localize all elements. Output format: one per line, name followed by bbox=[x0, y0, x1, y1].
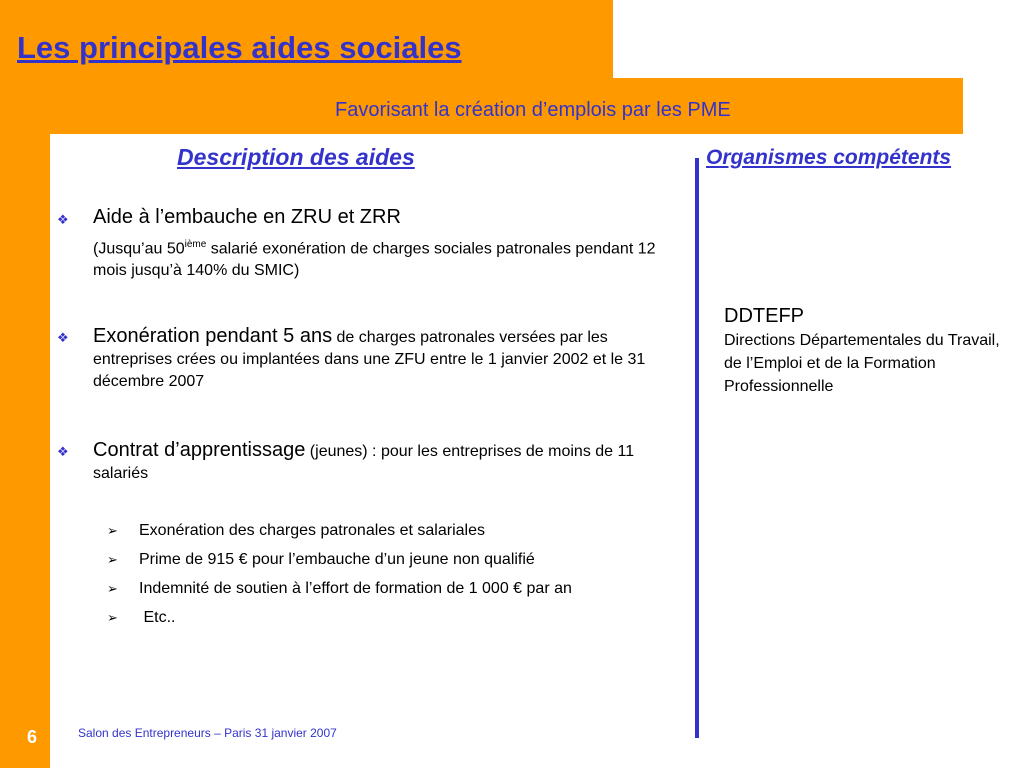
aide-lead: Aide à l’embauche en ZRU et ZRR bbox=[93, 206, 401, 228]
diamond-clover-bullet-icon: ❖ bbox=[57, 330, 69, 345]
arrowhead-bullet-icon: ➢ bbox=[107, 580, 118, 596]
column-header-organismes: Organismes compétents bbox=[706, 146, 952, 169]
aide-lead: Contrat d’apprentissage bbox=[93, 439, 306, 461]
list-item-aide-zru bbox=[93, 206, 683, 282]
aide-detail bbox=[93, 234, 683, 282]
slide-subtitle: Favorisant la création d’emplois par les PME bbox=[335, 99, 731, 121]
aide-detail-part: salarié exonération de charges sociales patronales pendant 12 mois jusqu’à 140% du SMIC) bbox=[93, 240, 656, 280]
aide-detail-sup: ième bbox=[184, 239, 207, 250]
apprentissage-sub-list bbox=[107, 516, 572, 632]
slide-title: Les principales aides sociales bbox=[17, 30, 462, 65]
organisme-description: Directions Départementales du Travail, de l’Emploi et de la Formation Professionnelle bbox=[724, 332, 1000, 395]
list-item bbox=[107, 574, 572, 603]
footer-text: Salon des Entrepreneurs – Paris 31 janvier 2007 bbox=[78, 726, 337, 740]
list-item-text: Prime de 915 € pour l’embauche d’un jeune non qualifié bbox=[139, 550, 535, 568]
list-item-text: Etc.. bbox=[139, 608, 176, 626]
list-item bbox=[107, 545, 572, 574]
diamond-clover-bullet-icon: ❖ bbox=[57, 212, 69, 227]
arrowhead-bullet-icon: ➢ bbox=[107, 551, 118, 567]
organisme-name: DDTEFP bbox=[724, 305, 804, 327]
list-item-aide-zfu bbox=[93, 325, 663, 393]
aide-detail: de charges patronales versées par les entreprises crées ou implantées dans une ZFU entre le 1 janvier 2002 et le 31 décembre 2007 bbox=[93, 329, 646, 390]
orange-side-band bbox=[0, 134, 50, 768]
page-number: 6 bbox=[27, 727, 38, 747]
aide-lead: Exonération pendant 5 ans bbox=[93, 325, 333, 347]
arrowhead-bullet-icon: ➢ bbox=[107, 609, 118, 625]
arrowhead-bullet-icon: ➢ bbox=[107, 522, 118, 538]
column-header-description: Description des aides bbox=[177, 144, 415, 170]
list-item bbox=[107, 516, 572, 545]
list-item-aide-apprentissage bbox=[93, 439, 673, 485]
list-item-text: Indemnité de soutien à l’effort de formation de 1 000 € par an bbox=[139, 579, 572, 597]
column-divider bbox=[695, 158, 699, 738]
aide-detail-part: (Jusqu’au 50 bbox=[93, 240, 185, 258]
aide-detail: (jeunes) : pour les entreprises de moins de 11 salariés bbox=[93, 443, 635, 482]
organisme-block bbox=[724, 303, 1014, 398]
list-item bbox=[107, 603, 572, 632]
list-item-text: Exonération des charges patronales et salariales bbox=[139, 521, 485, 539]
diamond-clover-bullet-icon: ❖ bbox=[57, 444, 69, 459]
